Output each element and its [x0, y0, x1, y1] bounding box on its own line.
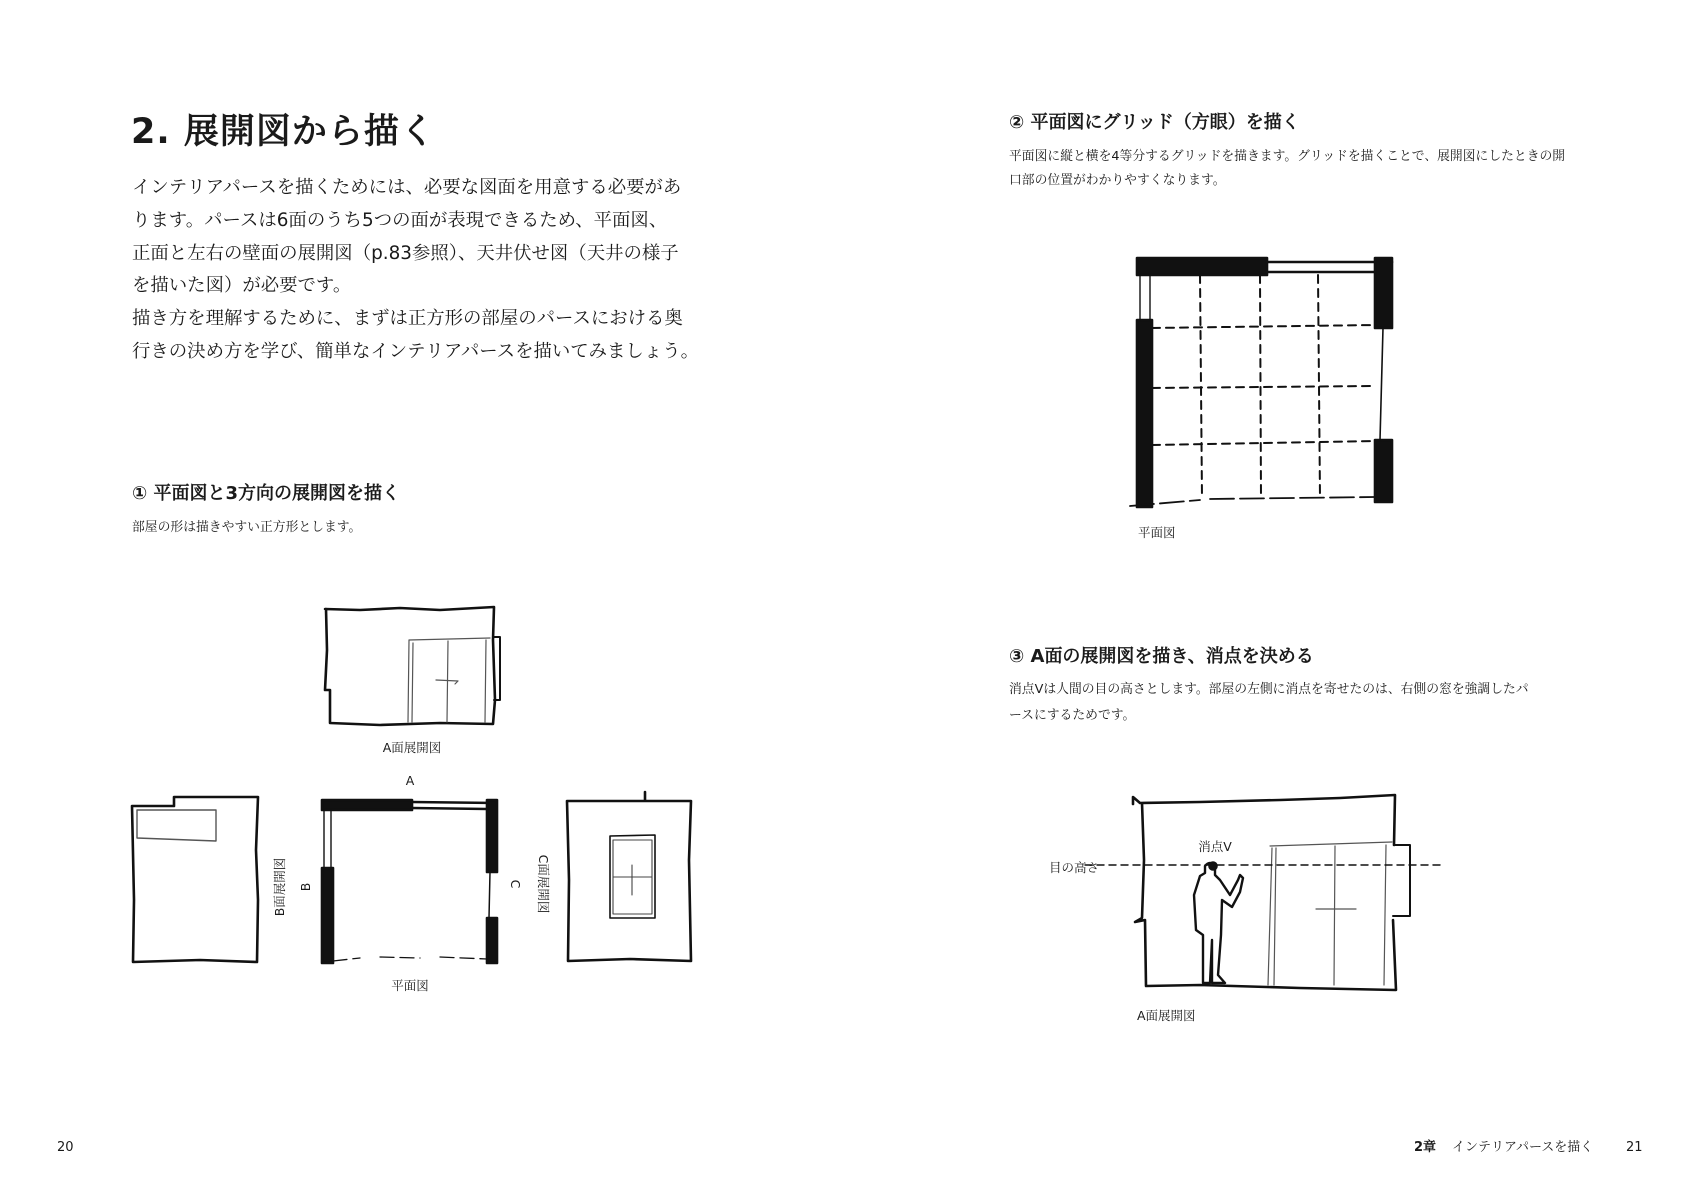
c-marker: C	[508, 879, 523, 889]
vanishing-point-label: 消点V	[1198, 839, 1232, 854]
intro-line: 行きの決め方を学び、簡単なインテリアパースを描いてみましょう。	[132, 340, 699, 362]
step1-heading: ① 平面図と3方向の展開図を描く	[132, 483, 401, 504]
chapter-title: インテリアパースを描く	[1452, 1140, 1594, 1155]
a-elevation-label-right: A面展開図	[1137, 1008, 1196, 1023]
step2-text-line: 口部の位置がわかりやすくなります。	[1009, 173, 1226, 188]
intro-line: を描いた図）が必要です。	[132, 275, 352, 297]
intro-paragraph	[132, 172, 699, 369]
page-number-left: 20	[57, 1140, 74, 1155]
b-elevation-sketch	[132, 797, 258, 962]
intro-line: 描き方を理解するために、まずは正方形の部屋のパースにおける奥	[132, 308, 683, 330]
step3-heading: ③ A面の展開図を描き、消点を決める	[1009, 646, 1314, 667]
intro-line: インテリアパースを描くためには、必要な図面を用意する必要があ	[132, 177, 682, 198]
intro-line: ります。パースは6面のうち5つの面が表現できるため、平面図、	[132, 209, 668, 231]
plan-label-right: 平面図	[1138, 525, 1176, 540]
page-title: 2. 展開図から描く	[131, 112, 436, 152]
c-elevation-sketch	[567, 792, 691, 961]
c-elevation-label: C面展開図	[536, 854, 551, 914]
step2-text-line: 平面図に縦と横を4等分するグリッドを描きます。グリッドを描くことで、展開図にしたときの開	[1009, 149, 1566, 164]
grid-dashed-lines	[1152, 275, 1375, 498]
page-number-right: 21	[1626, 1140, 1643, 1155]
a-elevation-sketch-right	[1085, 795, 1441, 990]
intro-line: 正面と左右の壁面の展開図（p.83参照）、天井伏せ図（天井の様子	[132, 242, 679, 264]
step1-text: 部屋の形は描きやすい正方形とします。	[132, 520, 362, 535]
chapter-number: 2章	[1414, 1140, 1437, 1155]
person-figure	[1194, 863, 1243, 983]
step3-text-line: 消点Vは人間の目の高さとします。部屋の左側に消点を寄せたのは、右側の窓を強調したパ	[1009, 682, 1529, 697]
plan-label-left: 平面図	[391, 978, 429, 993]
b-elevation-label: B面展開図	[272, 857, 287, 917]
b-marker: B	[298, 882, 313, 892]
eye-level-label: 目の高さ	[1048, 860, 1100, 875]
a-elevation-label: A面展開図	[382, 740, 442, 755]
step3-text-line: ースにするためです。	[1009, 708, 1136, 723]
plan-sketch-left	[322, 800, 497, 963]
step2-heading: ② 平面図にグリッド（方眼）を描く	[1009, 112, 1300, 133]
a-marker: A	[405, 773, 415, 788]
a-elevation-sketch-left	[325, 607, 500, 725]
grid-plan-sketch	[1130, 258, 1392, 507]
